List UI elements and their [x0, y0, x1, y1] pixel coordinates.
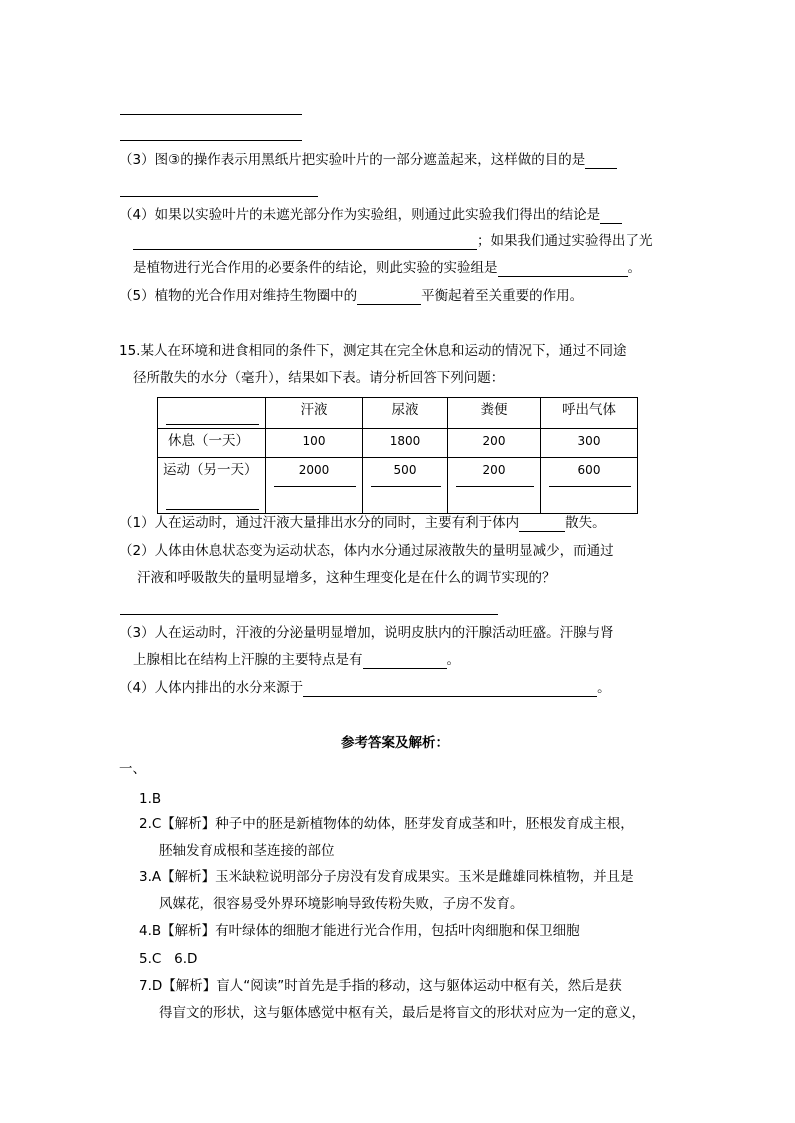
- table-cell: 100: [266, 429, 363, 458]
- question-14-3: [119, 151, 617, 169]
- answer-blank: [363, 654, 447, 669]
- text: （4）人体内排出的水分来源于: [119, 680, 304, 696]
- section-label: 一、: [119, 761, 146, 777]
- row-label: 休息（一天）: [158, 429, 266, 458]
- table-header-cell: [158, 398, 266, 429]
- text: （5）植物的光合作用对维持生物圈中的: [119, 288, 358, 304]
- table-cell: 300: [541, 429, 638, 458]
- table-cell: 2000: [266, 458, 363, 514]
- answer-blank: [600, 209, 622, 224]
- text: 。: [597, 680, 611, 696]
- answer-4: 4.B【解析】有叶绿体的细胞才能进行光合作用，包括叶肉细胞和保卫细胞: [139, 923, 580, 939]
- answer-blank: [133, 235, 477, 250]
- answer-7: 7.D【解析】盲人“阅读”时首先是手指的移动，这与躯体运动中枢有关，然后是获: [139, 978, 622, 994]
- question-14-5: [119, 287, 583, 305]
- question-14-4-line3: [133, 259, 641, 277]
- row-label: 运动（另一天）: [158, 458, 266, 514]
- question-15-4: [119, 679, 611, 697]
- answer-blank: [585, 154, 617, 169]
- table-header-cell: 汗液: [266, 398, 363, 429]
- question-15-2: （2）人体由休息状态变为运动状态，体内水分通过尿液散失的量明显减少，而通过: [119, 543, 614, 559]
- answer-7-line2: 得盲文的形状，这与躯体感觉中枢有关，最后是将盲文的形状对应为一定的意义，: [159, 1005, 645, 1021]
- answer-2-line2: 胚轴发育成根和茎连接的部位: [159, 843, 335, 859]
- text: （3）图③的操作表示用黑纸片把实验叶片的一部分遮盖起来，这样做的目的是: [119, 152, 586, 168]
- answer-3: 3.A【解析】玉米缺粒说明部分子房没有发育成果实。玉米是雌雄同株植物，并且是: [139, 869, 634, 885]
- answer-blank: [519, 517, 565, 532]
- text: 。: [627, 260, 641, 276]
- question-15-stem: 15.某人在环境和进食相同的条件下，测定其在完全休息和运动的情况下，通过不同途: [119, 343, 627, 359]
- answer-blank: [357, 290, 421, 305]
- answer-blank: [303, 682, 597, 697]
- question-15-3: （3）人在运动时，汗液的分泌量明显增加，说明皮肤内的汗腺活动旺盛。汗腺与肾: [119, 625, 614, 641]
- question-14-4: [119, 206, 622, 224]
- table-header-cell: 尿液: [363, 398, 448, 429]
- text: ；如果我们通过实验得出了光: [477, 233, 653, 249]
- table-cell: 600: [541, 458, 638, 514]
- text: （4）如果以实验叶片的未遮光部分作为实验组，则通过此实验我们得出的结论是: [119, 207, 601, 223]
- question-15-2-line2: 汗液和呼吸散失的量明显增多，这种生理变化是在什么的调节实现的？: [137, 570, 556, 586]
- text: 平衡起着至关重要的作用。: [421, 288, 584, 304]
- question-15-3-line2: [133, 651, 460, 669]
- answers-title: 参考答案及解析：: [341, 735, 449, 751]
- answer-3-line2: 风媒花，很容易受外界环境影响导致传粉失败，子房不发育。: [159, 896, 524, 912]
- water-loss-table: [157, 397, 638, 514]
- text: 上腺相比在结构上汗腺的主要特点是有: [133, 652, 363, 668]
- table-row: [158, 429, 638, 458]
- text: 是植物进行光合作用的必要条件的结论，则此实验的实验组是: [133, 260, 498, 276]
- answer-blank: [120, 196, 318, 197]
- table-cell: 200: [448, 429, 541, 458]
- answer-2: 2.C【解析】种子中的胚是新植物体的幼体，胚芽发育成茎和叶，胚根发育成主根，: [139, 816, 634, 832]
- table-header-cell: 粪便: [448, 398, 541, 429]
- answer-5-6: 5.C 6.D: [139, 951, 198, 967]
- table-cell: 1800: [363, 429, 448, 458]
- answer-blank: [120, 140, 302, 141]
- answer-1: 1.B: [139, 791, 162, 807]
- question-15-1: [119, 514, 606, 532]
- answer-blank: [120, 614, 498, 615]
- question-15-stem-line2: 径所散失的水分（毫升），结果如下表。请分析回答下列问题：: [133, 370, 505, 386]
- question-14-4-line2: [133, 232, 653, 250]
- answer-blank: [498, 262, 628, 277]
- text: 散失。: [565, 515, 606, 531]
- table-header-cell: 呼出气体: [541, 398, 638, 429]
- table-row: [158, 458, 638, 514]
- table-cell: 200: [448, 458, 541, 514]
- text: 。: [446, 652, 460, 668]
- answer-blank: [120, 114, 302, 115]
- text: （1）人在运动时，通过汗液大量排出水分的同时，主要有利于体内: [119, 515, 520, 531]
- table-cell: 500: [363, 458, 448, 514]
